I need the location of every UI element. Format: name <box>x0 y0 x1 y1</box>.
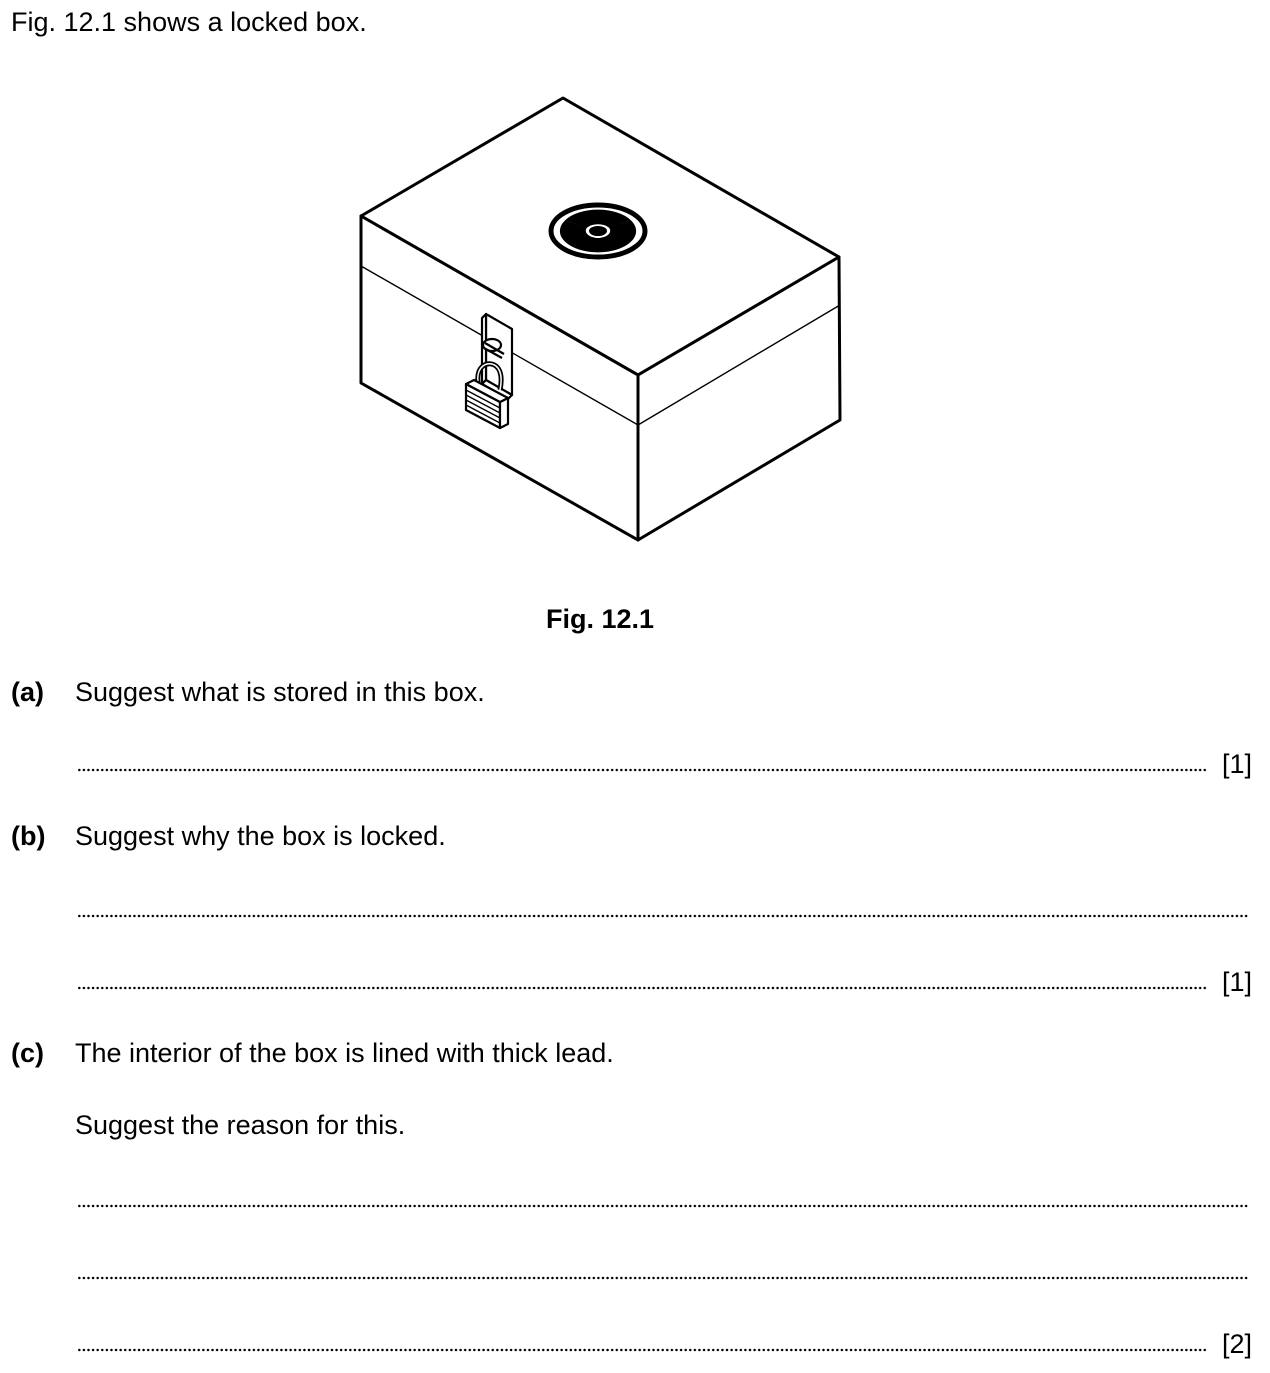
question-b-text: Suggest why the box is locked. <box>75 821 446 851</box>
question-b-marks: [1] <box>1221 967 1252 997</box>
question-b-label: (b) <box>11 821 46 851</box>
question-a-label: (a) <box>11 677 44 707</box>
answer-line-a1[interactable] <box>77 768 1207 772</box>
answer-line-c2[interactable] <box>77 1276 1249 1280</box>
figure-caption: Fig. 12.1 <box>545 604 655 634</box>
question-c-marks: [2] <box>1221 1329 1252 1359</box>
question-a-marks: [1] <box>1221 749 1252 779</box>
question-c-text: The interior of the box is lined with thick lead. <box>75 1038 614 1068</box>
answer-line-b2[interactable] <box>77 986 1207 990</box>
question-c-subtext: Suggest the reason for this. <box>75 1110 406 1140</box>
answer-line-b1[interactable] <box>77 914 1249 918</box>
question-c-label: (c) <box>11 1038 44 1068</box>
radiation-symbol-icon <box>548 205 647 258</box>
locked-box-figure <box>350 90 850 550</box>
question-a-text: Suggest what is stored in this box. <box>75 677 485 707</box>
intro-text: Fig. 12.1 shows a locked box. <box>11 7 367 37</box>
answer-line-c3[interactable] <box>77 1348 1207 1352</box>
answer-line-c1[interactable] <box>77 1204 1249 1208</box>
